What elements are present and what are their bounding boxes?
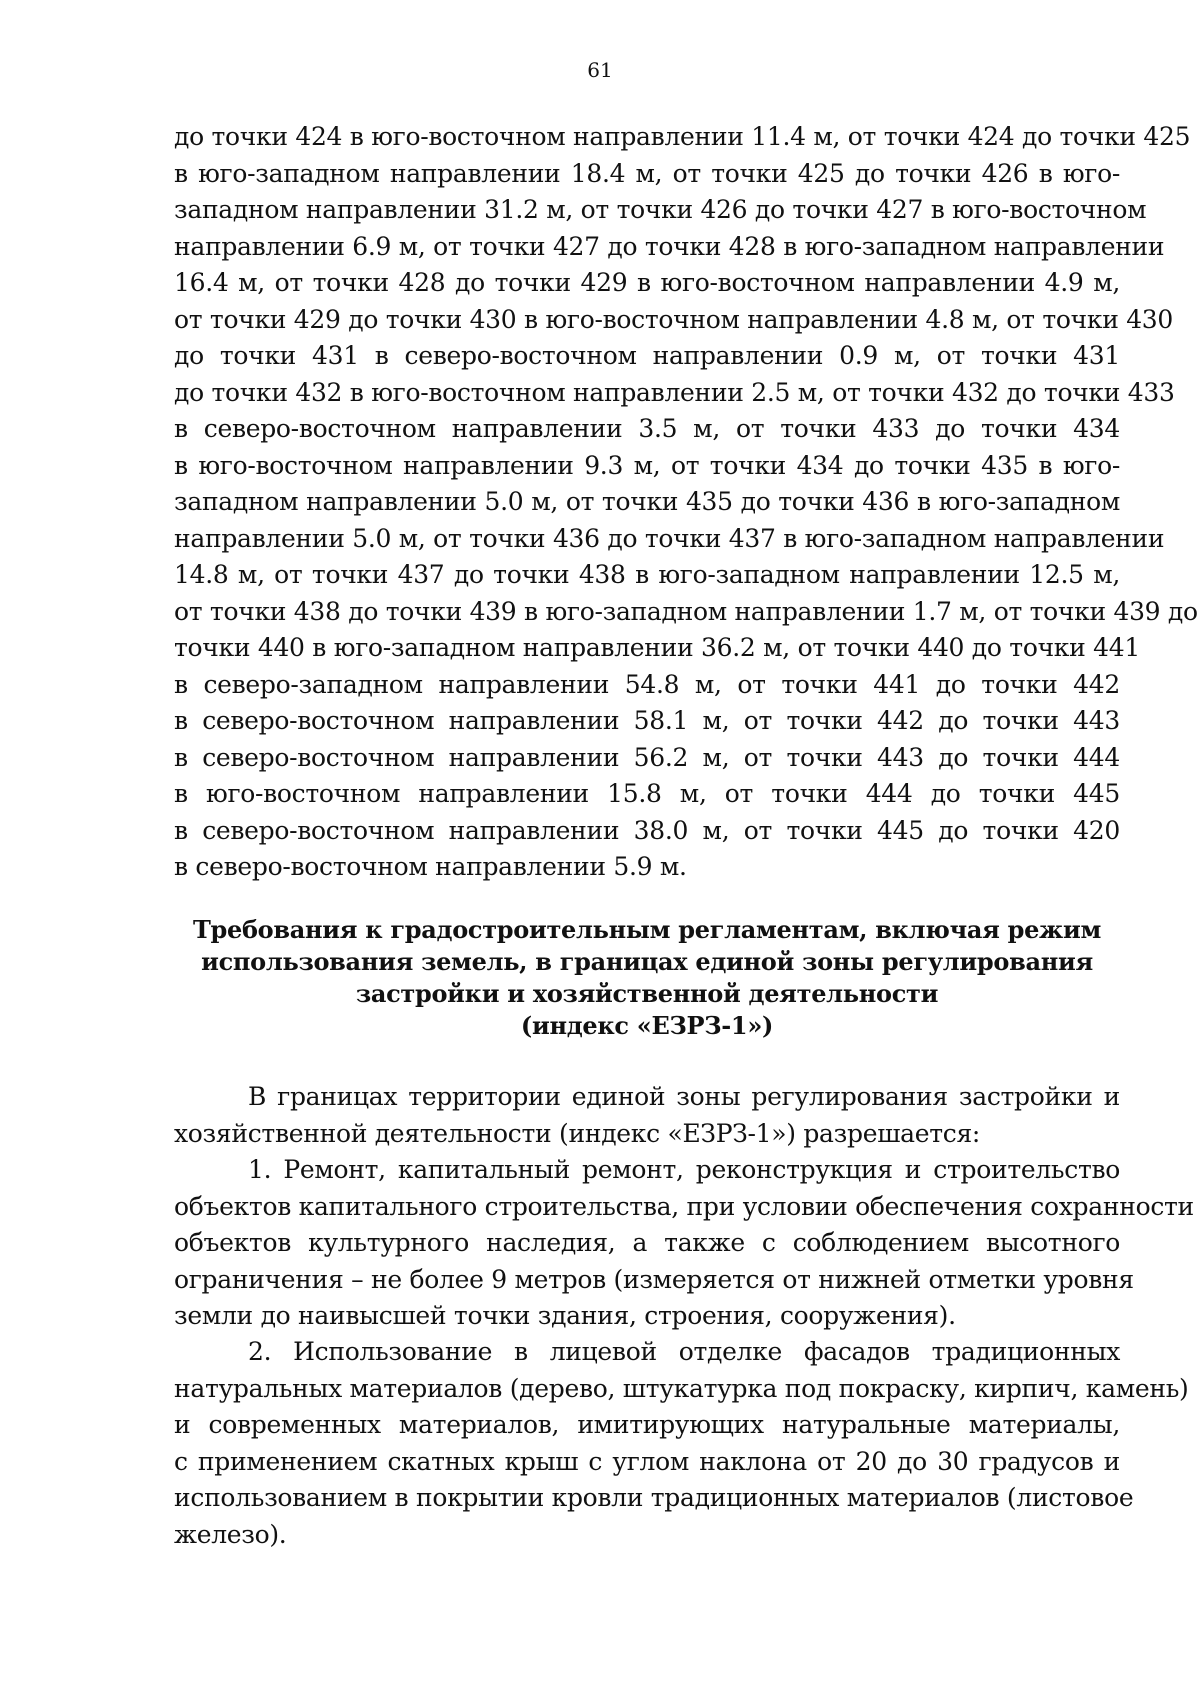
paragraph-line: в северо-восточном направлении 5.9 м. <box>174 852 687 881</box>
paragraph-line: до точки 432 в юго-восточном направлении 2.5 м, от точки 432 до точки 433 <box>174 377 1175 407</box>
paragraph-line: направлении 6.9 м, от точки 427 до точки 428 в юго-западном направлении <box>174 231 1165 261</box>
page-number: 61 <box>587 58 613 82</box>
paragraph-line: использованием в покрытии кровли традиционных материалов (листовое <box>174 1483 1134 1512</box>
paragraph-line: объектов культурного наследия, а также с соблюдением высотного <box>174 1228 1120 1257</box>
paragraph-line: в юго-восточном направлении 15.8 м, от точки 444 до точки 445 <box>174 779 1120 808</box>
paragraph-line: 1. Ремонт, капитальный ремонт, реконструкция и строительство <box>248 1155 1120 1184</box>
paragraph-line: западном направлении 31.2 м, от точки 426 до точки 427 в юго-восточном <box>174 195 1147 224</box>
paragraph-line: с применением скатных крыш с углом наклона от 20 до 30 градусов и <box>174 1446 1120 1476</box>
intro-paragraph <box>174 1079 1120 1152</box>
paragraph-line: от точки 429 до точки 430 в юго-восточном направлении 4.8 м, от точки 430 <box>174 304 1174 334</box>
paragraph-line: в юго-восточном направлении 9.3 м, от точки 434 до точки 435 в юго- <box>174 450 1120 480</box>
heading-line: использования земель, в границах единой зоны регулирования <box>201 947 1093 976</box>
paragraph-line: от точки 438 до точки 439 в юго-западном направлении 1.7 м, от точки 439 до <box>174 596 1198 626</box>
section-heading <box>174 914 1120 1042</box>
paragraph-line: до точки 431 в северо-восточном направлении 0.9 м, от точки 431 <box>174 341 1120 370</box>
paragraph-line: объектов капитального строительства, при условии обеспечения сохранности <box>174 1191 1194 1221</box>
paragraph-line: 16.4 м, от точки 428 до точки 429 в юго-восточном направлении 4.9 м, <box>174 268 1120 297</box>
paragraph-line: направлении 5.0 м, от точки 436 до точки 437 в юго-западном направлении <box>174 523 1165 553</box>
paragraph-line: до точки 424 в юго-восточном направлении 11.4 м, от точки 424 до точки 425 <box>174 122 1191 151</box>
paragraph-line: в северо-восточном направлении 3.5 м, от точки 433 до точки 434 <box>174 414 1120 443</box>
paragraph-line: хозяйственной деятельности (индекс «ЕЗРЗ-1») разрешается: <box>174 1118 981 1148</box>
heading-line: Требования к градостроительным регламентам, включая режим <box>192 915 1102 944</box>
paragraph-line: ограничения – не более 9 метров (измеряется от нижней отметки уровня <box>174 1264 1134 1294</box>
paragraph-line: в северо-восточном направлении 38.0 м, от точки 445 до точки 420 <box>174 815 1120 845</box>
paragraph-line: В границах территории единой зоны регулирования застройки и <box>248 1082 1120 1111</box>
item-1-paragraph <box>174 1152 1194 1335</box>
paragraph-line: и современных материалов, имитирующих натуральные материалы, <box>174 1410 1120 1439</box>
paragraph-line: железо). <box>174 1519 287 1549</box>
heading-line: (индекс «ЕЗРЗ-1») <box>520 1011 774 1040</box>
paragraph-line: земли до наивысшей точки здания, строения, сооружения). <box>174 1301 956 1330</box>
paragraph-line: в северо-восточном направлении 56.2 м, от точки 443 до точки 444 <box>174 742 1120 772</box>
paragraph-line: 2. Использование в лицевой отделке фасадов традиционных <box>248 1337 1120 1366</box>
paragraph-line: в северо-восточном направлении 58.1 м, от точки 442 до точки 443 <box>174 706 1120 735</box>
item-2-paragraph <box>174 1334 1189 1553</box>
boundary-description-paragraph <box>174 119 1198 886</box>
paragraph-line: в северо-западном направлении 54.8 м, от точки 441 до точки 442 <box>174 669 1120 699</box>
paragraph-line: 14.8 м, от точки 437 до точки 438 в юго-западном направлении 12.5 м, <box>174 560 1120 589</box>
paragraph-line: точки 440 в юго-западном направлении 36.2 м, от точки 440 до точки 441 <box>174 633 1140 662</box>
paragraph-line: в юго-западном направлении 18.4 м, от точки 425 до точки 426 в юго- <box>174 158 1120 188</box>
paragraph-line: западном направлении 5.0 м, от точки 435 до точки 436 в юго-западном <box>174 487 1120 516</box>
paragraph-line: натуральных материалов (дерево, штукатурка под покраску, кирпич, камень) <box>174 1373 1189 1403</box>
heading-line: застройки и хозяйственной деятельности <box>355 979 939 1008</box>
